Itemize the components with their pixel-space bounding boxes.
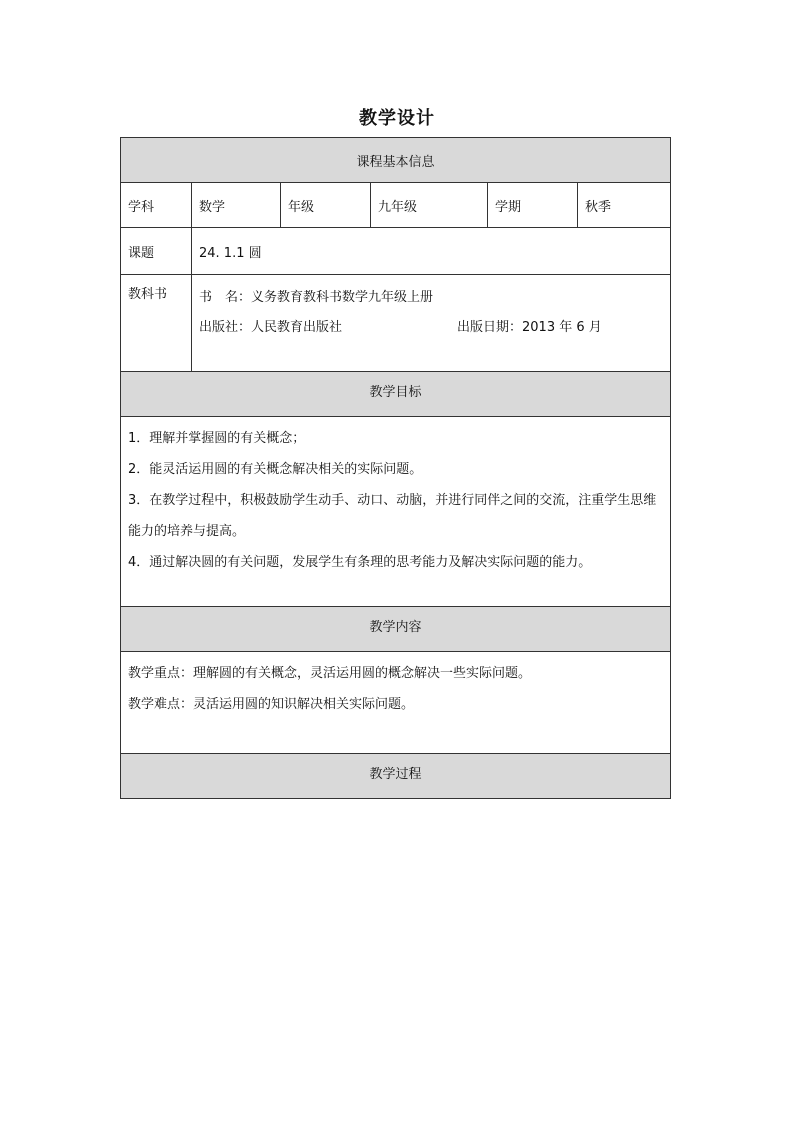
goal-item: 1．理解并掌握圆的有关概念； [128,431,306,446]
subject-label: 学科 [121,183,192,228]
term-value: 秋季 [578,183,671,228]
goals-list [121,417,671,607]
goal-item: 3．在教学过程中，积极鼓励学生动手、动口、动脑，并进行同伴之间的交流，注重学生思维能力的培养与提高。 [128,493,657,539]
row-subject-grade-term [121,183,671,228]
content-difficulty: 教学难点：灵活运用圆的知识解决相关实际问题。 [128,697,415,712]
section-header-process [121,754,671,799]
row-textbook [121,275,671,372]
term-label: 学期 [488,183,578,228]
publish-date: 出版日期：2013 年 6 月 [457,320,602,335]
topic-label: 课题 [121,228,192,275]
section-title: 教学过程 [121,754,671,799]
grade-value: 九年级 [371,183,488,228]
content-list [121,652,671,754]
goal-item: 2．能灵活运用圆的有关概念解决相关的实际问题。 [128,462,423,477]
goal-item: 4．通过解决圆的有关问题，发展学生有条理的思考能力及解决实际问题的能力。 [128,555,592,570]
row-topic [121,228,671,275]
section-title: 教学内容 [121,607,671,652]
section-header-goals [121,372,671,417]
textbook-info [192,275,671,372]
row-content [121,652,671,754]
section-title: 教学目标 [121,372,671,417]
section-title: 课程基本信息 [121,138,671,183]
content-key-point: 教学重点：理解圆的有关概念，灵活运用圆的概念解决一些实际问题。 [128,666,532,681]
book-name: 书 名：义务教育教科书数学九年级上册 [199,290,434,305]
subject-value: 数学 [192,183,281,228]
section-header-basic-info [121,138,671,183]
textbook-label: 教科书 [121,275,192,372]
lesson-plan-table [120,137,671,799]
publisher: 出版社：人民教育出版社 [199,320,343,335]
section-header-content [121,607,671,652]
document-title: 教学设计 [359,108,435,129]
row-goals [121,417,671,607]
publisher-line [199,313,663,343]
grade-label: 年级 [281,183,371,228]
topic-value: 24. 1.1 圆 [192,228,671,275]
